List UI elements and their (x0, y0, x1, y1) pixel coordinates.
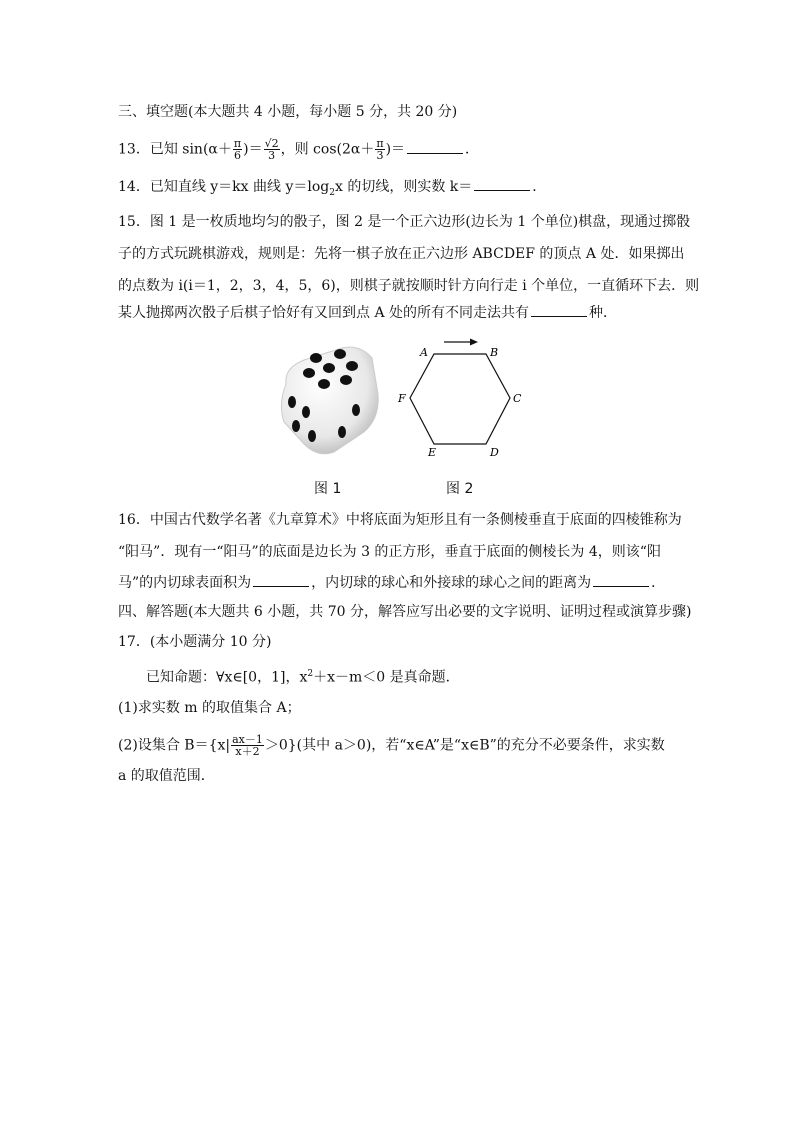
q16-line-2: “阳马”．现有一“阳马”的底面是边长为 3 的正方形，垂直于底面的侧棱长为 4，则该“阳 (118, 544, 661, 560)
q16-line-1: 16．中国古代数学名著《九章算术》中将底面为矩形且有一条侧棱垂直于底面的四棱锥称为 (118, 512, 682, 528)
q13-prefix: 13．已知 sin( (118, 141, 209, 158)
q13-alpha: α＋ (208, 141, 232, 158)
q15-line-4b: 种． (589, 305, 618, 321)
q17-part-2 (118, 734, 665, 757)
q17-premise (146, 664, 460, 688)
q17-premise-sup: 2 (307, 669, 314, 679)
figure-1-caption: 图 1 (314, 481, 342, 497)
q13-period: ． (465, 141, 480, 158)
q13-eq: )＝ (243, 141, 263, 158)
question-14 (118, 176, 546, 203)
q13-frac2-den: 3 (268, 149, 276, 162)
q13-frac-pi-6 (233, 138, 242, 161)
q15-answer-blank[interactable] (531, 302, 587, 317)
vertex-label-d: D (490, 446, 499, 459)
section-3-heading: 三、填空题(本大题共 4 小题，每小题 5 分，共 20 分) (118, 104, 458, 120)
q17-part-2-cont: a 的取值范围． (118, 768, 215, 784)
q13-frac-pi-3 (375, 138, 384, 161)
vertex-label-a: A (420, 346, 428, 359)
q15-line-4a: 某人抛掷两次骰子后棋子恰好有又回到点 A 处的所有不同走法共有 (118, 305, 530, 321)
q15-line-4 (118, 302, 617, 323)
q15-line-2: 子的方式玩跳棋游戏，规则是：先将一棋子放在正六边形 ABCDEF 的顶点 A 处．如果掷出 (118, 246, 685, 262)
figure-2-caption: 图 2 (446, 481, 474, 497)
q13-end: )＝ (385, 141, 406, 158)
q14-log-base: 2 (329, 187, 335, 198)
q14-period: ． (532, 179, 547, 195)
dice-figure (274, 340, 384, 460)
q15-line-1: 15．图 1 是一枚质地均匀的骰子，图 2 是一个正六边形(边长为 1 个单位)棋盘，现通过掷骰 (118, 214, 691, 230)
q16-answer-blank-2[interactable] (593, 572, 649, 587)
q17-part2-frac-num: ax－1 (232, 733, 263, 746)
q16-line-3c: ． (651, 575, 666, 591)
q17-part-1: (1)求实数 m 的取值集合 A； (118, 700, 301, 716)
vertex-label-c: C (513, 392, 522, 405)
section-4-heading: 四、解答题(本大题共 6 小题，共 70 分，解答应写出必要的文字说明、证明过程或演算步骤) (118, 604, 692, 620)
q13-frac2-num: √2 (264, 137, 279, 150)
q13-frac3-den: 3 (376, 149, 384, 162)
q13-frac-num: π (233, 137, 242, 150)
q15-line-3: 的点数为 i(i＝1，2，3，4，5，6)，则棋子就按顺时针方向行走 i 个单位，一直循环下去．则 (118, 278, 700, 294)
q16-line-3a: 马”的内切球表面积为 (118, 575, 252, 591)
q17-premise-b: ＋x－m＜0 是真命题． (313, 669, 460, 686)
q14-answer-blank[interactable] (474, 176, 530, 191)
q17-part2-b: ＞0}(其中 a＞0)，若“x∈A”是“x∈B”的充分不必要条件，求实数 (264, 737, 665, 754)
direction-arrowhead (470, 339, 478, 346)
q13-frac3-num: π (376, 137, 384, 150)
q16-line-3b: ，内切球的球心和外接球的球心之间的距离为 (311, 575, 592, 591)
q16-answer-blank-1[interactable] (253, 572, 309, 587)
q16-line-3 (118, 572, 665, 593)
q13-frac-root2-3 (264, 138, 280, 161)
q13-answer-blank[interactable] (407, 139, 463, 154)
q17-premise-a: 已知命题：∀x∈[0，1]，x (146, 669, 308, 686)
q13-mid: ，则 cos(2α＋ (280, 141, 375, 158)
vertex-label-f: F (398, 392, 406, 405)
q14-text-b: x 的切线，则实数 k＝ (334, 179, 473, 195)
hexagon-figure (394, 336, 524, 466)
hexagon-shape (410, 354, 510, 444)
question-13 (118, 138, 479, 161)
q17-title: 17．(本小题满分 10 分) (118, 634, 272, 650)
q17-part2-frac-den: x＋2 (235, 745, 260, 758)
vertex-label-b: B (490, 346, 499, 359)
vertex-label-e: E (428, 446, 437, 459)
q14-text-a: 14．已知直线 y＝kx 曲线 y＝log (118, 179, 330, 195)
q17-part2-a: (2)设集合 B＝{x| (118, 737, 231, 754)
q13-frac-den: 6 (233, 149, 241, 162)
q17-part2-frac (231, 734, 264, 757)
